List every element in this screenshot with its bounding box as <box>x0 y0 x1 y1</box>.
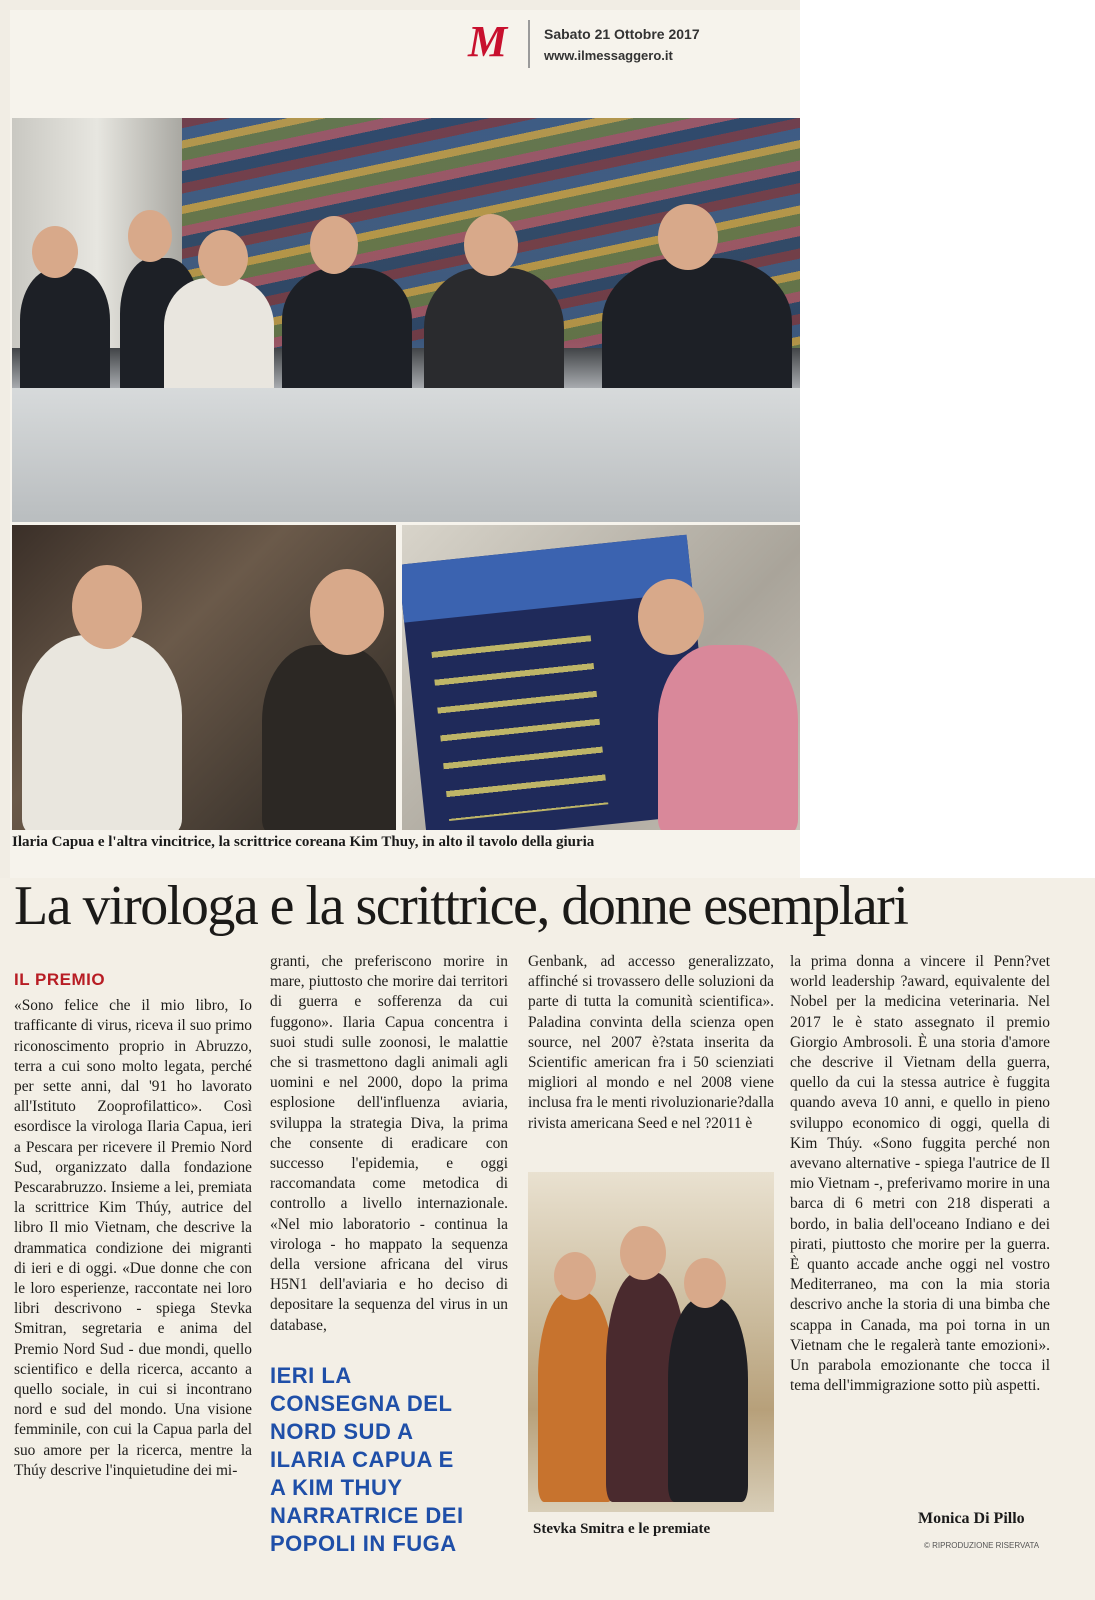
article-headline: La virologa e la scrittrice, donne esemplari <box>14 875 908 937</box>
newspaper-logo: M <box>468 17 508 66</box>
website-url: www.ilmessaggero.it <box>544 48 673 63</box>
photo-caption: Ilaria Capua e l'altra vincitrice, la scrittrice coreana Kim Thuy, in alto il tavolo della giuria <box>12 834 595 850</box>
article-text: Genbank, ad accesso generalizzato, affinché si trovassero delle soluzioni da parte di tutta la comunità scientifica». Paladina convinta della scienza open source, nel 2007 è?stata inserita da Scientific american fra i 50 scienziati migliori al mondo e nel 2008 viene inclusa fra le menti rivoluzionarie?dalla rivista americana Seed e nel ?2011 è <box>528 953 774 1132</box>
person-head <box>620 1226 666 1280</box>
masthead <box>468 14 788 74</box>
person-silhouette <box>20 268 110 398</box>
capua-photo <box>12 525 396 830</box>
section-kicker: IL PREMIO <box>14 970 106 989</box>
article-text: la prima donna a vincere il Penn?vet world leadership ?award, equivalente del Nobel per la medicina veterinaria. Nel 2017 le è stato assegnato il premio Giorgio Ambrosoli. È una storia d'amore che descrive il Vietnam della guerra, quello da cui la stessa autrice è fuggita quando aveva 10 anni, e quello in pieno sviluppo economico di oggi, quella di Kim Thúy. «Sono fuggita perché non avevano alternative - spiega l'autrice de Il mio Vietnam -, preferivamo morire in una barca di 6 metri con 218 disperati a bordo, in balia dell'oceano Indiano e dei pirati, piuttosto che morire per la guerra. È quanto accade anche oggi nel vostro Mediterraneo, ma con la mia storia descrivo anche la storia di una bimba che scappa in Canada, ma poi torna in un Vietnam che le regalerà tante emozioni». Un parabola emozionante che tocca il tema dell'immigrazione sotto più aspetti. <box>790 953 1050 1395</box>
person-silhouette <box>164 278 274 398</box>
person-head <box>310 216 358 274</box>
person-head <box>684 1258 726 1308</box>
jury-table-photo <box>12 118 800 522</box>
person-silhouette <box>282 268 412 398</box>
column-3 <box>528 952 774 1134</box>
person-head <box>128 210 172 262</box>
person-silhouette <box>668 1298 748 1502</box>
person-silhouette <box>262 645 396 830</box>
group-photo <box>528 1172 774 1512</box>
masthead-divider <box>528 20 530 68</box>
group-photo-caption: Stevka Smitra e le premiate <box>533 1521 711 1537</box>
copyright-notice: © RIPRODUZIONE RISERVATA <box>924 1541 1040 1550</box>
article-subhead: IERI LA CONSEGNA DEL NORD SUD A ILARIA CAPUA E A KIM THUY NARRATRICE DEI POPOLI IN FUGA <box>270 1363 464 1556</box>
issue-date: Sabato 21 Ottobre 2017 <box>544 26 700 42</box>
person-head <box>310 569 384 655</box>
person-head <box>464 214 518 276</box>
kim-thuy-photo <box>402 525 800 830</box>
person-head <box>658 204 718 270</box>
blank-margin <box>800 0 1095 878</box>
column-2 <box>270 952 508 1336</box>
person-head <box>72 565 142 649</box>
jury-table <box>12 388 800 522</box>
column-4 <box>790 952 1050 1396</box>
person-head <box>554 1252 596 1300</box>
author-byline: Monica Di Pillo <box>918 1510 1025 1527</box>
article-text: granti, che preferiscono morire in mare, piuttosto che morire dai territori di guerra e sofferenza da cui fuggono». Ilaria Capua concentra i suoi studi sulle zoonosi, le malattie che si trasmettono dagli animali agli uomini e nel 2000, dopo la prima esplosione dell'influenza aviaria, sviluppa la strategia Diva, la prima che consente di eradicare con successo l'epidemia, e oggi raccomandata come metodica di controllo a livello internazionale. «Nel mio laboratorio - continua la virologa - ho mappato la sequenza della versione africana del virus H5N1 dell'aviaria e ho deciso di depositare la sequenza del virus in un database, <box>270 953 508 1334</box>
column-1 <box>14 970 252 1481</box>
person-head <box>32 226 78 278</box>
person-head <box>198 230 248 286</box>
person-head <box>638 579 704 655</box>
person-silhouette <box>22 635 182 830</box>
banner-text-lines <box>431 635 608 821</box>
person-silhouette <box>538 1292 614 1502</box>
article-text: «Sono felice che il mio libro, Io trafficante di virus, riceva il suo primo riconoscimento proprio in Abruzzo, terra a cui sono molto legata, perché per sette anni, dal '91 ho lavorato all'Istituto Zooprofilattico». Così esordisce la virologa Ilaria Capua, ieri a Pescara per ricevere il Premio Nord Sud, organizzato dalla fondazione Pescarabruzzo. Insieme a lei, premiata la scrittrice Kim Thúy, autrice del libro Il mio Vietnam, che descrive la drammatica condizione dei migranti di ieri e di oggi. «Due donne che con le loro esperienze, raccontate nei loro libri descrivono - spiega Stevka Smitran, segretaria e anima del Premio Nord Sud - due mondi, quello scientifico e della ricerca, accanto a quello sociale, in cui si incontrano nord e sud del mondo. Una visione femminile, con cui la Capua parla del suo amore per la ricerca, mentre la Thúy descrive l'inquietudine dei mi- <box>14 997 252 1479</box>
person-silhouette <box>658 645 798 830</box>
